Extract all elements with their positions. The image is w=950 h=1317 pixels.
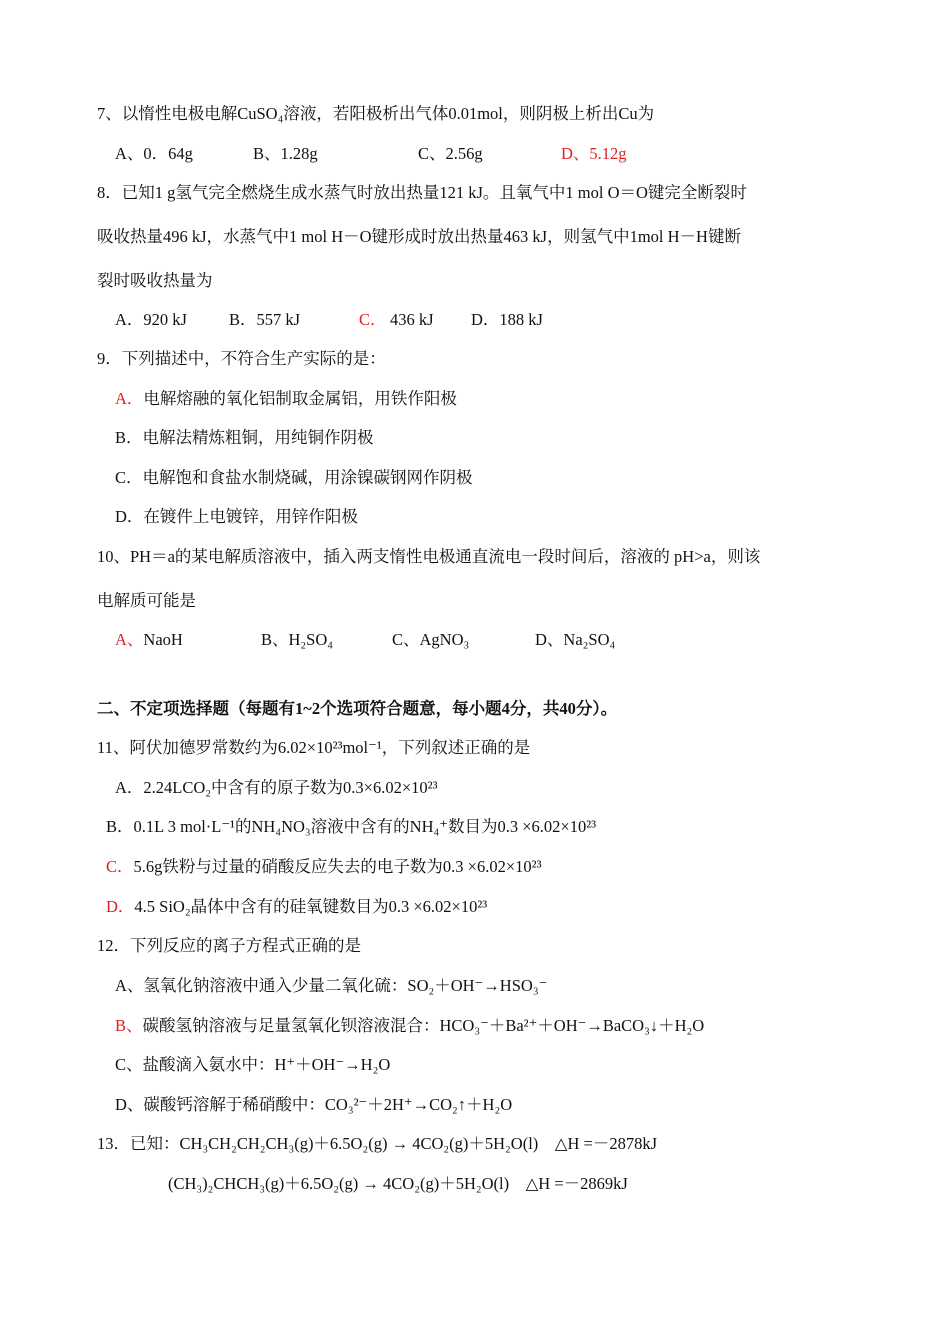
section2-heading: 二、不定项选择题（每题有1~2个选项符合题意，每小题4分，共40分）。 [97,699,618,718]
q11-option-c-text: 5.6g铁粉与过量的硝酸反应失去的电子数为0.3 ×6.02×10²³ [133,857,542,876]
q7-option-b: B、1.28g [253,144,318,163]
q8-option-d: D．188 kJ [471,310,543,329]
q8-option-b: B．557 kJ [229,310,301,329]
q11-option-a [115,778,438,798]
q9-option-d-text: 在镀件上电镀锌，用锌作阳极 [143,507,358,526]
q10-option-b: B、H₂SO₄ [261,630,334,649]
q8-option-a: A．920 kJ [115,310,187,329]
q12-option-d [115,1095,512,1115]
q9-stem: 9．下列描述中，不符合生产实际的是： [97,349,386,368]
q8-option-c-text: 436 kJ [390,310,434,329]
q11-option-d [106,897,487,917]
q10-option-c: C、AgNO₃ [392,630,470,649]
q10-stem-line2: 电解质可能是 [97,591,196,610]
q7-option-a: A、0．64g [115,144,193,163]
q12-option-d-text: 碳酸钙溶解于稀硝酸中：CO₃²⁻＋2H⁺→CO₂↑＋H₂O [143,1095,513,1114]
q11-option-b [106,817,596,837]
q11-option-a-text: 2.24LCO₂中含有的原子数为0.3×6.02×10²³ [143,778,438,797]
q12-option-c-text: 盐酸滴入氨水中：H⁺＋OH⁻→H₂O [142,1055,391,1074]
q10-option-a [115,630,183,650]
q9-option-b-label: B． [115,428,143,447]
q9-option-d-label: D． [115,507,144,526]
q7-stem: 7、以惰性电极电解CuSO₄溶液，若阳极析出气体0.01mol，则阴极上析出Cu为 [97,104,655,123]
q9-option-a-text: 电解熔融的氧化铝制取金属铝，用铁作阳极 [143,389,457,408]
q8-stem-line3: 裂时吸收热量为 [97,271,213,290]
q12-option-c-label: C、 [115,1055,143,1074]
q7-option-c: C、2.56g [418,144,483,163]
q11-option-a-label: A． [115,778,144,797]
q10-option-d: D、Na₂SO₄ [535,630,616,649]
q8-stem-line1: 8．已知1 g氢气完全燃烧生成水蒸气时放出热量121 kJ。且氧气中1 mol O＝O键完全断裂时 [97,183,747,202]
q12-option-b-label-answer: B、 [115,1016,143,1035]
q11-option-d-label-answer: D． [106,897,135,916]
q12-option-c [115,1055,390,1075]
q9-option-d [115,507,358,527]
q9-option-c-label: C． [115,468,143,487]
q11-option-c-label-answer: C． [106,857,134,876]
q12-option-b-text: 碳酸氢钠溶液与足量氢氧化钡溶液混合：HCO₃⁻＋Ba²⁺＋OH⁻→BaCO₃↓＋H₂O [142,1016,705,1035]
q12-option-d-label: D、 [115,1095,144,1114]
q8-option-c-label-answer: C． [359,310,387,329]
q12-option-a-label: A、 [115,976,144,995]
q12-stem: 12．下列反应的离子方程式正确的是 [97,936,361,955]
q10-option-a-label-answer: A、 [115,630,144,649]
q9-option-c [115,468,473,488]
q13-equation-1: 13．已知：CH₃CH₂CH₂CH₃(g)＋6.5O₂(g) → 4CO₂(g)＋5H₂O(l) △H =－2878kJ [97,1134,657,1153]
q9-option-b-text: 电解法精炼粗铜，用纯铜作阴极 [142,428,374,447]
q11-option-c [106,857,542,877]
q9-option-a-label-answer: A． [115,389,144,408]
q7-option-d-answer: D、5.12g [561,144,627,163]
q12-option-a-text: 氢氧化钠溶液中通入少量二氧化硫：SO₂＋OH⁻→HSO₃⁻ [143,976,548,995]
q10-stem-line1: 10、PH＝a的某电解质溶液中，插入两支惰性电极通直流电一段时间后，溶液的 pH>a，则该 [97,547,761,566]
q12-option-b [115,1016,704,1036]
q12-option-a [115,976,547,996]
q11-option-d-text: 4.5 SiO₂晶体中含有的硅氧键数目为0.3 ×6.02×10²³ [134,897,488,916]
q9-option-b [115,428,374,448]
q11-option-b-text: 0.1L 3 mol·L⁻¹的NH₄NO₃溶液中含有的NH₄⁺数目为0.3 ×6.02×10²³ [133,817,597,836]
q11-option-b-label: B． [106,817,134,836]
q13-equation-2: (CH₃)₂CHCH₃(g)＋6.5O₂(g) → 4CO₂(g)＋5H₂O(l) △H =－2869kJ [168,1174,628,1193]
q9-option-c-text: 电解饱和食盐水制烧碱，用涂镍碳钢网作阴极 [142,468,473,487]
q11-stem: 11、阿伏加德罗常数约为6.02×10²³mol⁻¹，下列叙述正确的是 [97,738,531,757]
q9-option-a [115,389,457,409]
q8-stem-line2: 吸收热量496 kJ，水蒸气中1 mol H－O键形成时放出热量463 kJ，则氢气中1mol H－H键断 [97,227,741,246]
q10-option-a-text: NaoH [143,630,183,649]
